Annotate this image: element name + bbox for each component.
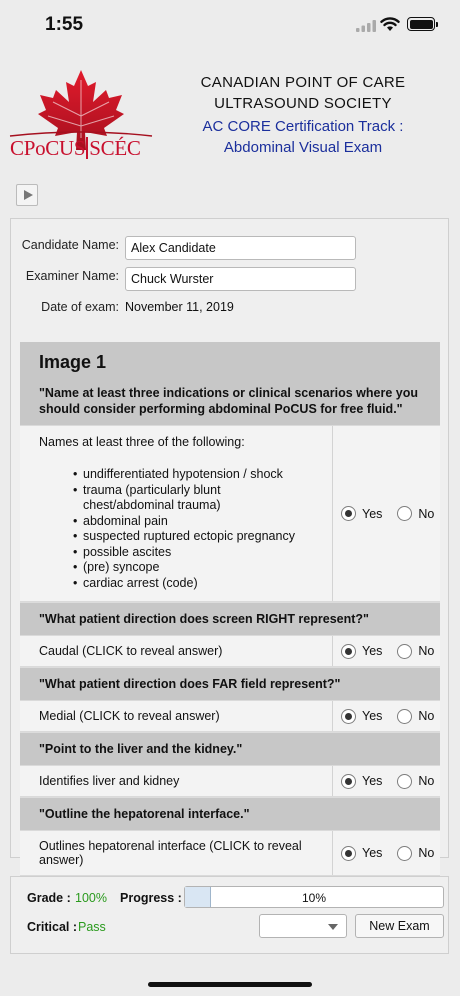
answer-2-yes[interactable]: Yes: [341, 644, 382, 659]
answer-4-text: Identifies liver and kidney: [20, 766, 333, 796]
home-indicator: [148, 982, 312, 987]
answer-3-options: [333, 701, 449, 731]
progress-text: 10%: [301, 891, 327, 905]
answer-4-yes[interactable]: Yes: [341, 774, 382, 789]
list-item: • suspected ruptured ectopic pregnancy: [73, 529, 313, 545]
logo-text-left: CPoCUS: [10, 136, 86, 160]
date-of-exam-label: Date of exam:: [41, 300, 119, 314]
wifi-icon: [380, 16, 400, 32]
answer-1-intro: Names at least three of the following:: [39, 435, 245, 449]
answer-row-3: [20, 700, 440, 732]
answer-5-yes[interactable]: Yes: [341, 846, 382, 861]
new-exam-button[interactable]: New Exam: [355, 914, 444, 938]
exam-select-dropdown[interactable]: [259, 914, 347, 938]
radio-no[interactable]: [397, 774, 412, 789]
play-button[interactable]: [16, 184, 38, 206]
answer-5-options: [333, 831, 449, 875]
answer-row-2: [20, 635, 440, 667]
battery-icon: [407, 17, 435, 31]
status-time: 1:55: [45, 14, 84, 35]
status-bar: [0, 0, 460, 50]
examiner-name-label: Examiner Name:: [25, 269, 119, 283]
critical-label: Critical :: [27, 920, 78, 934]
cellular-signal-icon: [356, 20, 376, 32]
list-item: • undifferentiated hypotension / shock: [73, 467, 313, 483]
radio-yes-selected[interactable]: [341, 774, 356, 789]
question-4: "Point to the liver and the kidney.": [20, 732, 440, 765]
answer-row-4: [20, 765, 440, 797]
list-item: • abdominal pain: [73, 514, 313, 530]
answer-3-text[interactable]: Medial (CLICK to reveal answer): [20, 701, 333, 731]
candidate-name-input[interactable]: [125, 236, 356, 260]
org-title-line2: ULTRASOUND SOCIETY: [214, 95, 392, 112]
examiner-name-input[interactable]: [125, 267, 356, 291]
footer-panel: [10, 876, 449, 954]
answer-1-no[interactable]: No: [397, 506, 434, 521]
candidate-name-label: Candidate Name:: [21, 238, 119, 252]
image-title: Image 1: [39, 352, 107, 372]
radio-yes-selected[interactable]: [341, 846, 356, 861]
progress-label: Progress :: [120, 891, 182, 905]
answer-2-options: [333, 636, 449, 666]
radio-yes-selected[interactable]: [341, 709, 356, 724]
critical-value: Pass: [78, 920, 106, 934]
answer-3-yes[interactable]: Yes: [341, 709, 382, 724]
radio-no[interactable]: [397, 846, 412, 861]
grade-label: Grade :: [27, 891, 71, 905]
answer-1-options: [333, 426, 449, 601]
radio-yes-selected[interactable]: [341, 506, 356, 521]
answer-4-no[interactable]: No: [397, 774, 434, 789]
radio-no[interactable]: [397, 644, 412, 659]
date-of-exam-value: November 11, 2019: [125, 300, 234, 314]
radio-no[interactable]: [397, 709, 412, 724]
radio-yes-selected[interactable]: [341, 644, 356, 659]
list-item: • trauma (particularly blunt chest/abdominal trauma): [73, 483, 313, 514]
answer-5-text[interactable]: Outlines hepatorenal interface (CLICK to reveal answer): [20, 831, 333, 875]
list-item: • possible ascites: [73, 545, 313, 561]
image-header: [20, 342, 440, 425]
exam-image-section: [20, 342, 440, 876]
answer-1-yes[interactable]: Yes: [341, 506, 382, 521]
exam-panel: [10, 218, 449, 867]
grade-value: 100%: [75, 891, 107, 905]
question-5: "Outline the hepatorenal interface.": [20, 797, 440, 830]
question-1: "Name at least three indications or clinical scenarios where you should consider performing abdominal PoCUS for free fluid.": [39, 385, 420, 417]
list-item: • cardiac arrest (code): [73, 576, 313, 592]
answer-1-list: [39, 467, 313, 591]
radio-no[interactable]: [397, 506, 412, 521]
answer-row-5: [20, 830, 440, 876]
question-2: "What patient direction does screen RIGHT represent?": [20, 602, 440, 635]
track-title-line1: AC CORE Certification Track :: [202, 118, 404, 135]
track-title: [180, 116, 426, 158]
logo-wordmark: [10, 136, 141, 161]
answer-2-text[interactable]: Caudal (CLICK to reveal answer): [20, 636, 333, 666]
answer-5-no[interactable]: No: [397, 846, 434, 861]
logo-text-right: SCÉC: [89, 136, 141, 160]
org-title-line1: CANADIAN POINT OF CARE: [200, 74, 406, 91]
answer-3-no[interactable]: No: [397, 709, 434, 724]
progress-bar: [184, 886, 444, 908]
question-3: "What patient direction does FAR field represent?": [20, 667, 440, 700]
track-title-line2: Abdominal Visual Exam: [223, 139, 383, 156]
answer-2-no[interactable]: No: [397, 644, 434, 659]
organization-title: [180, 72, 426, 114]
answer-1-text: [20, 426, 333, 601]
list-item: • (pre) syncope: [73, 560, 313, 576]
answer-row-1: [20, 425, 440, 602]
answer-4-options: [333, 766, 449, 796]
